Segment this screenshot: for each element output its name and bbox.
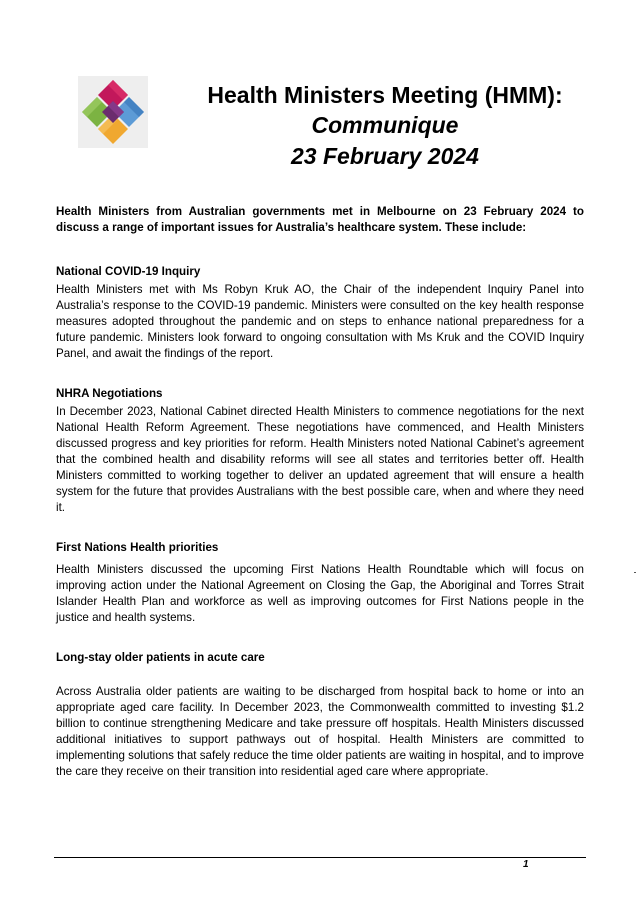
section-heading-covid-inquiry: National COVID-19 Inquiry (56, 265, 201, 278)
intro-paragraph: Health Ministers from Australian governments met in Melbourne on 23 February 2024 to discuss a range of important issues for Australia’s healthcare system. These include: (56, 205, 584, 234)
title-line-3: 23 February 2024 (291, 143, 479, 169)
page-number: 1 (523, 859, 529, 870)
logo-graphic (78, 76, 148, 148)
section-heading-nhra: NHRA Negotiations (56, 387, 163, 400)
communique-body (56, 204, 584, 780)
footer-divider (54, 857, 586, 858)
section-body-long-stay: Across Australia older patients are waiting to be discharged from hospital back to home or into an appropriate aged care facility. In December 2023, the Commonwealth committed to investing $1.2 billion to continue strengthening Medicare and take pressure off hospitals. Health Ministers discussed additional initiatives to support pathways out of hospital. Health Ministers are committed to implementing solutions that safely reduce the time older patients are waiting in hospital, and to improve the care they receive on their transition into residential aged care where appropriate. (56, 685, 584, 778)
title-line-2: Communique (311, 112, 459, 138)
section-body-first-nations: Health Ministers discussed the upcoming First Nations Health Roundtable which will focus on improving action under the National Agreement on Closing the Gap, the Aboriginal and Torres Strait Islander Health Plan and workforce as well as improving outcomes for First Nations people in the justice and health systems. (56, 563, 584, 624)
title-line-1: Health Ministers Meeting (HMM): (207, 82, 563, 108)
section-heading-long-stay: Long-stay older patients in acute care (56, 651, 265, 664)
document-title (175, 80, 595, 172)
section-body-covid-inquiry: Health Ministers met with Ms Robyn Kruk AO, the Chair of the independent Inquiry Panel into Australia’s response to the COVID-19 pandemic. Ministers were consulted on the key health response measures adopted throughout the pandemic and on steps to enhance national preparedness for a future pandemic. Ministers look forward to ongoing consultation with Ms Kruk and the COVID Inquiry Panel, and await the findings of the report. (56, 283, 584, 360)
hmm-diamond-logo (78, 76, 148, 148)
section-heading-first-nations: First Nations Health priorities (56, 541, 219, 554)
section-body-nhra: In December 2023, National Cabinet directed Health Ministers to commence negotiations for the next National Health Reform Agreement. These negotiations have commenced, and Health Ministers discussed progress and key priorities for reform. Health Ministers noted National Cabinet’s agreement that the combined health and disability reforms will see all states and territories better off. Health Ministers committed to working together to deliver an updated agreement that will ensure a health system for the future that provides Australians with the best possible care, when and where they need it. (56, 405, 584, 514)
scan-mark (634, 572, 636, 573)
